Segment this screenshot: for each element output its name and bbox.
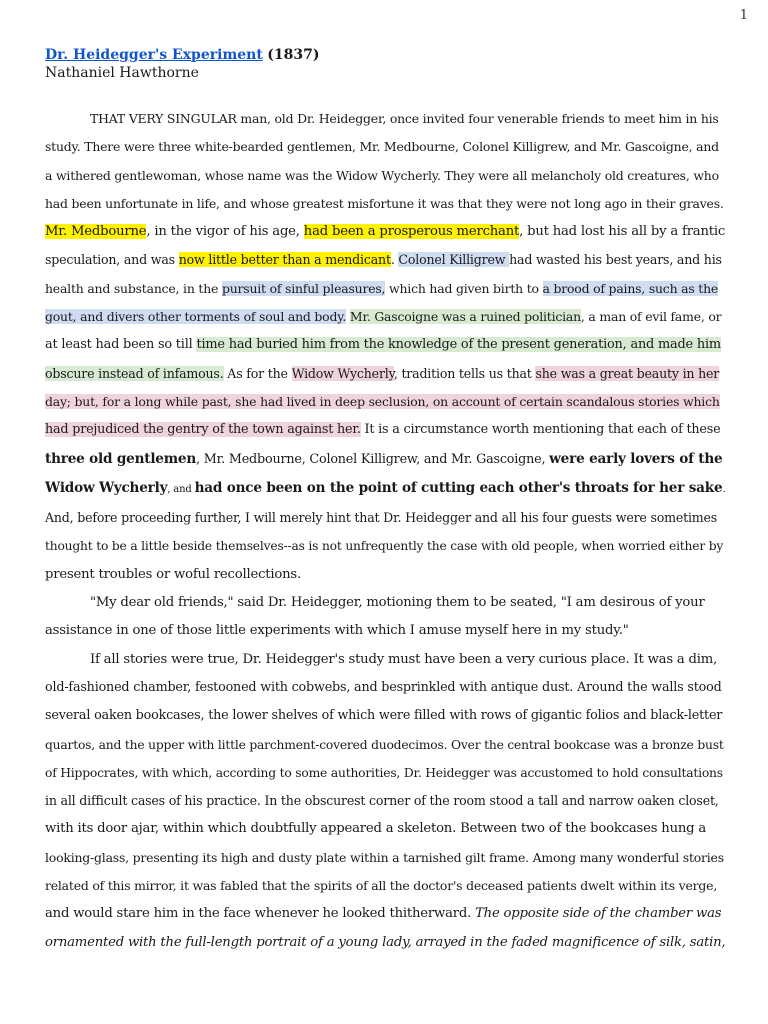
text-line: If all stories were true, Dr. Heidegger's study must have been a very curious place. It was a dim, — [90, 651, 718, 667]
highlight-green: time had buried him from the knowledge of the present generation, and made him — [196, 337, 721, 353]
text-span: which had given birth to — [385, 280, 543, 296]
text-span: , a man of evil fame, or — [580, 309, 722, 325]
text-line — [45, 445, 725, 474]
text-span: , but had lost his all by a frantic — [519, 224, 726, 240]
text-line — [45, 218, 725, 246]
highlight-yellow: Mr. Medbourne — [45, 224, 147, 240]
text-span: As for the — [223, 365, 292, 381]
text-line — [45, 416, 725, 444]
text-line: present troubles or woful recollections. — [45, 566, 301, 582]
text-line: THAT VERY SINGULAR man, old Dr. Heidegger, once invited four venerable friends to meet him in his — [90, 111, 719, 126]
bold-span: three old gentlemen — [45, 450, 197, 467]
highlight-pink: she was a great beauty in her — [535, 365, 720, 381]
highlight-pink: day; but, for a long while past, she had lived in deep seclusion, on account of certain scandalous stories which — [45, 393, 720, 409]
text-line: in all difficult cases of his practice. In the obscurest corner of the room stood a tall and narrow oaken closet, — [45, 793, 719, 809]
bold-span: had once been on the point of cutting each other's throats for her sake — [194, 479, 723, 496]
italic-span: The opposite side of the chamber was — [475, 906, 722, 922]
text-line: several oaken bookcases, the lower shelves of which were filled with rows of gigantic folios and black-letter — [45, 708, 723, 724]
text-line — [45, 303, 725, 331]
highlight-yellow: now little better than a mendicant — [178, 252, 391, 268]
text-line — [45, 474, 725, 504]
text-line — [45, 900, 725, 928]
highlight-blue: a brood of pains, such as the — [542, 280, 719, 296]
text-line: thought to be a little beside themselves--as is not unfrequently the case with old people, when worried either by — [45, 539, 724, 554]
text-span: , in the vigor of his age, — [146, 224, 304, 240]
text-line: looking-glass, presenting its high and dusty plate within a tarnished gilt frame. Among many wonderful stories — [45, 849, 724, 865]
highlight-pink: Widow Wycherly — [291, 365, 394, 381]
page-number: 1 — [739, 8, 748, 23]
text-span: . — [390, 252, 399, 268]
title-line — [45, 46, 319, 64]
text-span: had wasted his best years, and his — [509, 252, 722, 268]
highlight-green: Mr. Gascoigne was a ruined politician — [349, 309, 581, 325]
text-span: , tradition tells us that — [393, 365, 536, 381]
text-line: a withered gentlewoman, whose name was the Widow Wycherly. They were all melancholy old creatures, who — [45, 167, 719, 183]
text-line: study. There were three white-bearded gentlemen, Mr. Medbourne, Colonel Killigrew, and Mr. Gascoigne, and — [45, 139, 719, 155]
highlight-blue: gout, and divers other torments of soul and body. — [45, 309, 347, 325]
highlight-blue: pursuit of sinful pleasures, — [221, 280, 386, 296]
text-span: , and — [167, 483, 195, 495]
text-line: related of this mirror, it was fabled that the spirits of all the doctor's deceased patients dwelt within its verge, — [45, 878, 718, 894]
highlight-blue: Colonel Killigrew — [398, 252, 510, 268]
highlight-yellow: had been a prosperous merchant — [303, 224, 520, 240]
text-span: , Mr. Medbourne, Colonel Killigrew, and Mr. Gascoigne, — [196, 451, 550, 467]
author: Nathaniel Hawthorne — [45, 65, 199, 81]
text-span: and would stare him in the face whenever he looked thitherward. — [45, 906, 476, 922]
text-line: assistance in one of those little experiments with which I amuse myself here in my study." — [45, 623, 629, 639]
text-line: with its door ajar, within which doubtfully appeared a skeleton. Between two of the bookcases hung a — [45, 821, 707, 837]
text-span: . — [722, 483, 726, 495]
highlight-green: obscure instead of infamous. — [45, 365, 224, 381]
text-line — [45, 246, 725, 274]
text-line: ornamented with the full-length portrait of a young lady, arrayed in the faded magnificence of silk, satin, — [45, 934, 726, 950]
bold-span: were early lovers of the — [549, 450, 723, 467]
text-line — [45, 360, 725, 388]
text-line: And, before proceeding further, I will merely hint that Dr. Heidegger and all his four guests were sometimes — [45, 510, 718, 526]
document-body — [45, 105, 725, 957]
text-line — [45, 331, 725, 359]
text-line: quartos, and the upper with little parchment-covered duodecimos. Over the central bookcase was a bronze bust — [45, 737, 724, 752]
text-line: had been unfortunate in life, and whose greatest misfortune it was that they were not long ago in their graves. — [45, 195, 724, 211]
document-header — [45, 46, 319, 82]
bold-span: Widow Wycherly — [45, 479, 168, 496]
highlight-pink: had prejudiced the gentry of the town against her. — [45, 422, 361, 438]
text-span: speculation, and was — [45, 252, 179, 268]
title-link[interactable]: Dr. Heidegger's Experiment — [45, 47, 263, 63]
text-span: health and substance, in the — [45, 280, 222, 296]
text-line — [45, 388, 725, 416]
title-year: (1837) — [267, 47, 320, 63]
text-span: at least had been so till — [45, 337, 197, 353]
text-line: "My dear old friends," said Dr. Heidegger, motioning them to be seated, "I am desirous of your — [90, 595, 705, 611]
text-line — [45, 275, 725, 303]
text-line: old-fashioned chamber, festooned with cobwebs, and besprinkled with antique dust. Around the walls stood — [45, 679, 722, 695]
text-span: It is a circumstance worth mentioning that each of these — [360, 422, 721, 438]
text-line: of Hippocrates, with which, according to some authorities, Dr. Heidegger was accustomed to hold consultations — [45, 765, 723, 780]
